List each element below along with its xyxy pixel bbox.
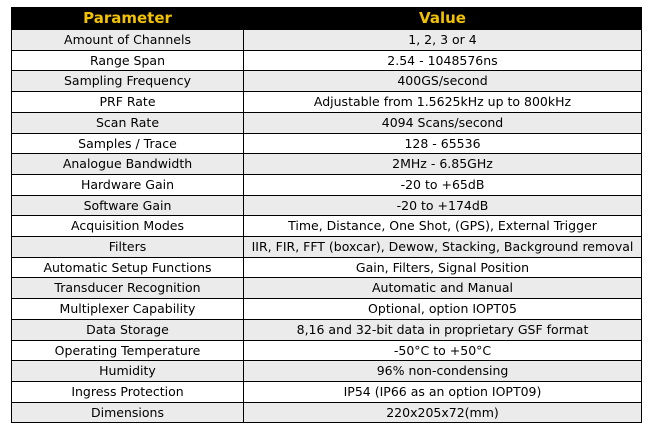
table-header: [12, 8, 642, 30]
parameter-cell: Range Span: [12, 50, 244, 71]
value-cell: 1, 2, 3 or 4: [244, 30, 642, 51]
parameter-cell: Transducer Recognition: [12, 278, 244, 299]
table-row: [12, 154, 642, 175]
value-cell: Automatic and Manual: [244, 278, 642, 299]
parameter-cell: Ingress Protection: [12, 381, 244, 402]
parameter-cell: Sampling Frequency: [12, 71, 244, 92]
table-row: [12, 381, 642, 402]
value-cell: Optional, option IOPT05: [244, 299, 642, 320]
table-row: [12, 92, 642, 113]
parameter-cell: Operating Temperature: [12, 340, 244, 361]
table-row: [12, 340, 642, 361]
value-cell: -20 to +65dB: [244, 174, 642, 195]
value-cell: 2.54 - 1048576ns: [244, 50, 642, 71]
value-cell: 96% non-condensing: [244, 361, 642, 382]
parameter-cell: Data Storage: [12, 319, 244, 340]
value-cell: 220x205x72(mm): [244, 402, 642, 423]
value-cell: 8,16 and 32-bit data in proprietary GSF format: [244, 319, 642, 340]
table-row: [12, 278, 642, 299]
parameter-cell: Hardware Gain: [12, 174, 244, 195]
table-row: [12, 319, 642, 340]
parameter-cell: Scan Rate: [12, 112, 244, 133]
table-row: [12, 112, 642, 133]
parameter-cell: Analogue Bandwidth: [12, 154, 244, 175]
value-cell: IP54 (IP66 as an option IOPT09): [244, 381, 642, 402]
table-row: [12, 237, 642, 258]
value-cell: 4094 Scans/second: [244, 112, 642, 133]
parameter-cell: Humidity: [12, 361, 244, 382]
parameter-cell: Filters: [12, 237, 244, 258]
parameter-cell: PRF Rate: [12, 92, 244, 113]
parameter-cell: Samples / Trace: [12, 133, 244, 154]
table-row: [12, 71, 642, 92]
value-cell: -20 to +174dB: [244, 195, 642, 216]
parameter-cell: Amount of Channels: [12, 30, 244, 51]
header-parameter: Parameter: [12, 8, 244, 30]
value-cell: Adjustable from 1.5625kHz up to 800kHz: [244, 92, 642, 113]
table-row: [12, 216, 642, 237]
table-row: [12, 30, 642, 51]
parameter-cell: Automatic Setup Functions: [12, 257, 244, 278]
parameter-cell: Acquisition Modes: [12, 216, 244, 237]
specifications-table: [11, 7, 642, 423]
parameter-cell: Software Gain: [12, 195, 244, 216]
table-row: [12, 402, 642, 423]
table-row: [12, 50, 642, 71]
parameter-cell: Dimensions: [12, 402, 244, 423]
value-cell: -50°C to +50°C: [244, 340, 642, 361]
header-row: [12, 8, 642, 30]
parameter-cell: Multiplexer Capability: [12, 299, 244, 320]
value-cell: 400GS/second: [244, 71, 642, 92]
table-row: [12, 361, 642, 382]
value-cell: Gain, Filters, Signal Position: [244, 257, 642, 278]
header-value: Value: [244, 8, 642, 30]
table-body: [12, 30, 642, 423]
table-row: [12, 257, 642, 278]
value-cell: 2MHz - 6.85GHz: [244, 154, 642, 175]
value-cell: IIR, FIR, FFT (boxcar), Dewow, Stacking, Background removal: [244, 237, 642, 258]
table-row: [12, 195, 642, 216]
table-row: [12, 299, 642, 320]
table-row: [12, 174, 642, 195]
table-row: [12, 133, 642, 154]
value-cell: 128 - 65536: [244, 133, 642, 154]
value-cell: Time, Distance, One Shot, (GPS), External Trigger: [244, 216, 642, 237]
